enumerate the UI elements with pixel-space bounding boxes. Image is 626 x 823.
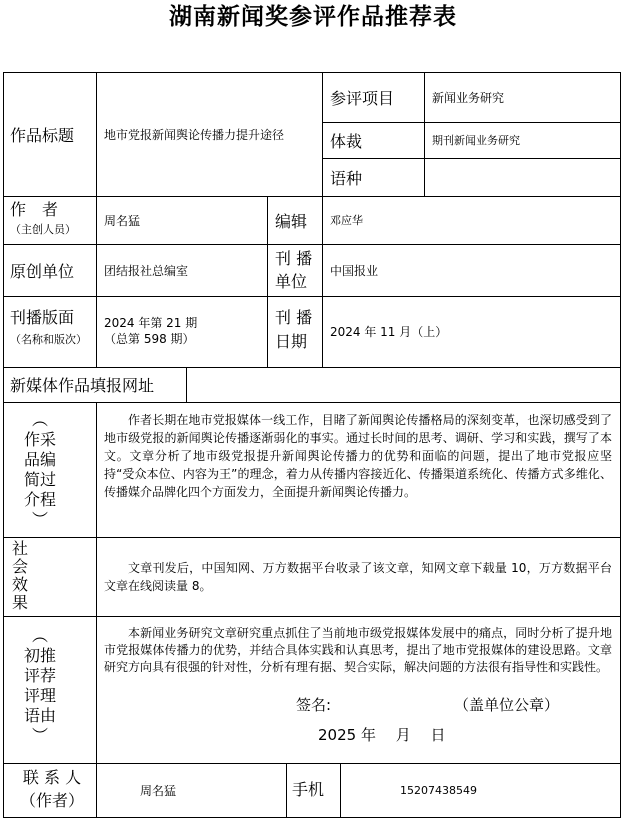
label-new-media-url: 新媒体作品填报网址 [10,376,155,395]
label-contact-line1: 联 系 人 [22,768,82,787]
review-label-line: 评荐 [23,666,56,685]
effect-label-line: 效 [11,575,28,594]
label-phone: 手机 [292,780,325,799]
label-edition-block [10,306,96,350]
label-edition-sub: （名称和版次） [10,333,87,346]
label-work-title: 作品标题 [10,125,75,145]
edition-line1: 2024 年第 21 期 [104,316,198,330]
label-language: 语种 [330,168,363,188]
page-title: 湖南新闻奖参评作品推荐表 [169,4,457,30]
work-title-value: 地市党报新闻舆论传播力提升途径 [104,127,285,142]
label-genre: 体裁 [330,131,363,151]
label-contact [8,766,96,812]
label-pub-date-line1: 刊 播 [275,308,313,327]
label-original-unit: 原创单位 [10,261,75,281]
process-label-line: ︶ [31,510,48,529]
category-value: 新闻业务研究 [432,90,505,105]
process-text: 作者长期在地市党报媒体一线工作，目睹了新闻舆论传播格局的深刻变革，也深切感受到了地市级党报的新闻舆论传播逐渐弱化的事实。通过长时间的思考、调研、学习和实践，撰写了本文。文章分析了地市级党报提升新闻舆论传播力的优势和面临的问题，提出了地市党报应坚持“受众本位、内容为王”的理念，着力从传播内容接近化、传播渠道系统化、传播方式多维化、传播媒介品牌化四个方面发力，全面提升新闻舆论传播力。 [104,413,612,499]
process-label-line: 介程 [23,490,56,509]
author-value: 周名猛 [104,213,141,228]
editor-value: 邓应华 [330,214,363,227]
review-label-line: ︵ [31,626,48,645]
review-label [23,626,56,746]
new-media-url-value [194,367,620,402]
label-category: 参评项目 [330,88,395,108]
process-label-line: 作采 [23,430,56,449]
label-contact-line2: （作者） [19,791,84,810]
effect-label-line: 社 [11,539,28,558]
label-pub-unit-line1: 刊 播 [275,249,313,268]
label-editor: 编辑 [275,211,308,231]
language-value [432,158,620,196]
label-edition: 刊播版面 [10,308,75,327]
review-date: 2025 年 月 日 [318,726,446,744]
effect-label-line: 果 [11,593,28,612]
review-text: 本新闻业务研究文章研究重点抓住了当前地市级党报媒体发展中的痛点，同时分析了提升地市党报媒体传播力的优势，并结合具体实践和认真思考，提出了地市党报媒体的建设思路。文章研究方向具有很强的针对性，分析有理有据、契合实际，解决问题的方法很有指导性和实践性。 [104,626,612,674]
pub-unit-value: 中国报业 [330,263,379,278]
effect-label-line: 会 [11,557,28,576]
phone-value: 15207438549 [400,784,477,797]
effect-text: 文章刊发后，中国知网、万方数据平台收录了该文章，知网文章下载量 10，万方数据平台文章在线阅读量 8。 [104,561,612,593]
pub-date-value: 2024 年 11 月（上） [330,325,448,339]
label-author-block [10,199,96,239]
process-label-line: 简过 [23,470,56,489]
process-label-line: ︵ [31,410,48,429]
genre-value: 期刊新闻业务研究 [432,134,520,147]
review-label-line: ︶ [31,726,48,745]
process-label-line: 品编 [23,450,56,469]
review-label-line: 评理 [23,686,56,705]
original-unit-value: 团结报社总编室 [104,263,189,278]
seal-label: （盖单位公章） [454,696,560,714]
label-pub-date-line2: 日期 [275,332,308,351]
process-label [23,410,56,530]
label-pub-date [275,306,322,354]
label-author: 作 者 [10,200,59,219]
label-pub-unit-line2: 单位 [275,272,308,291]
contact-name-value: 周名猛 [140,784,177,798]
sign-label: 签名: [296,696,332,714]
review-label-line: 语由 [23,706,56,725]
edition-line2: （总第 598 期） [104,332,195,346]
review-label-line: 初推 [23,646,56,665]
edition-value [104,315,267,347]
label-author-sub: （主创人员） [10,223,76,236]
effect-label [8,540,32,612]
label-pub-unit [275,247,322,293]
